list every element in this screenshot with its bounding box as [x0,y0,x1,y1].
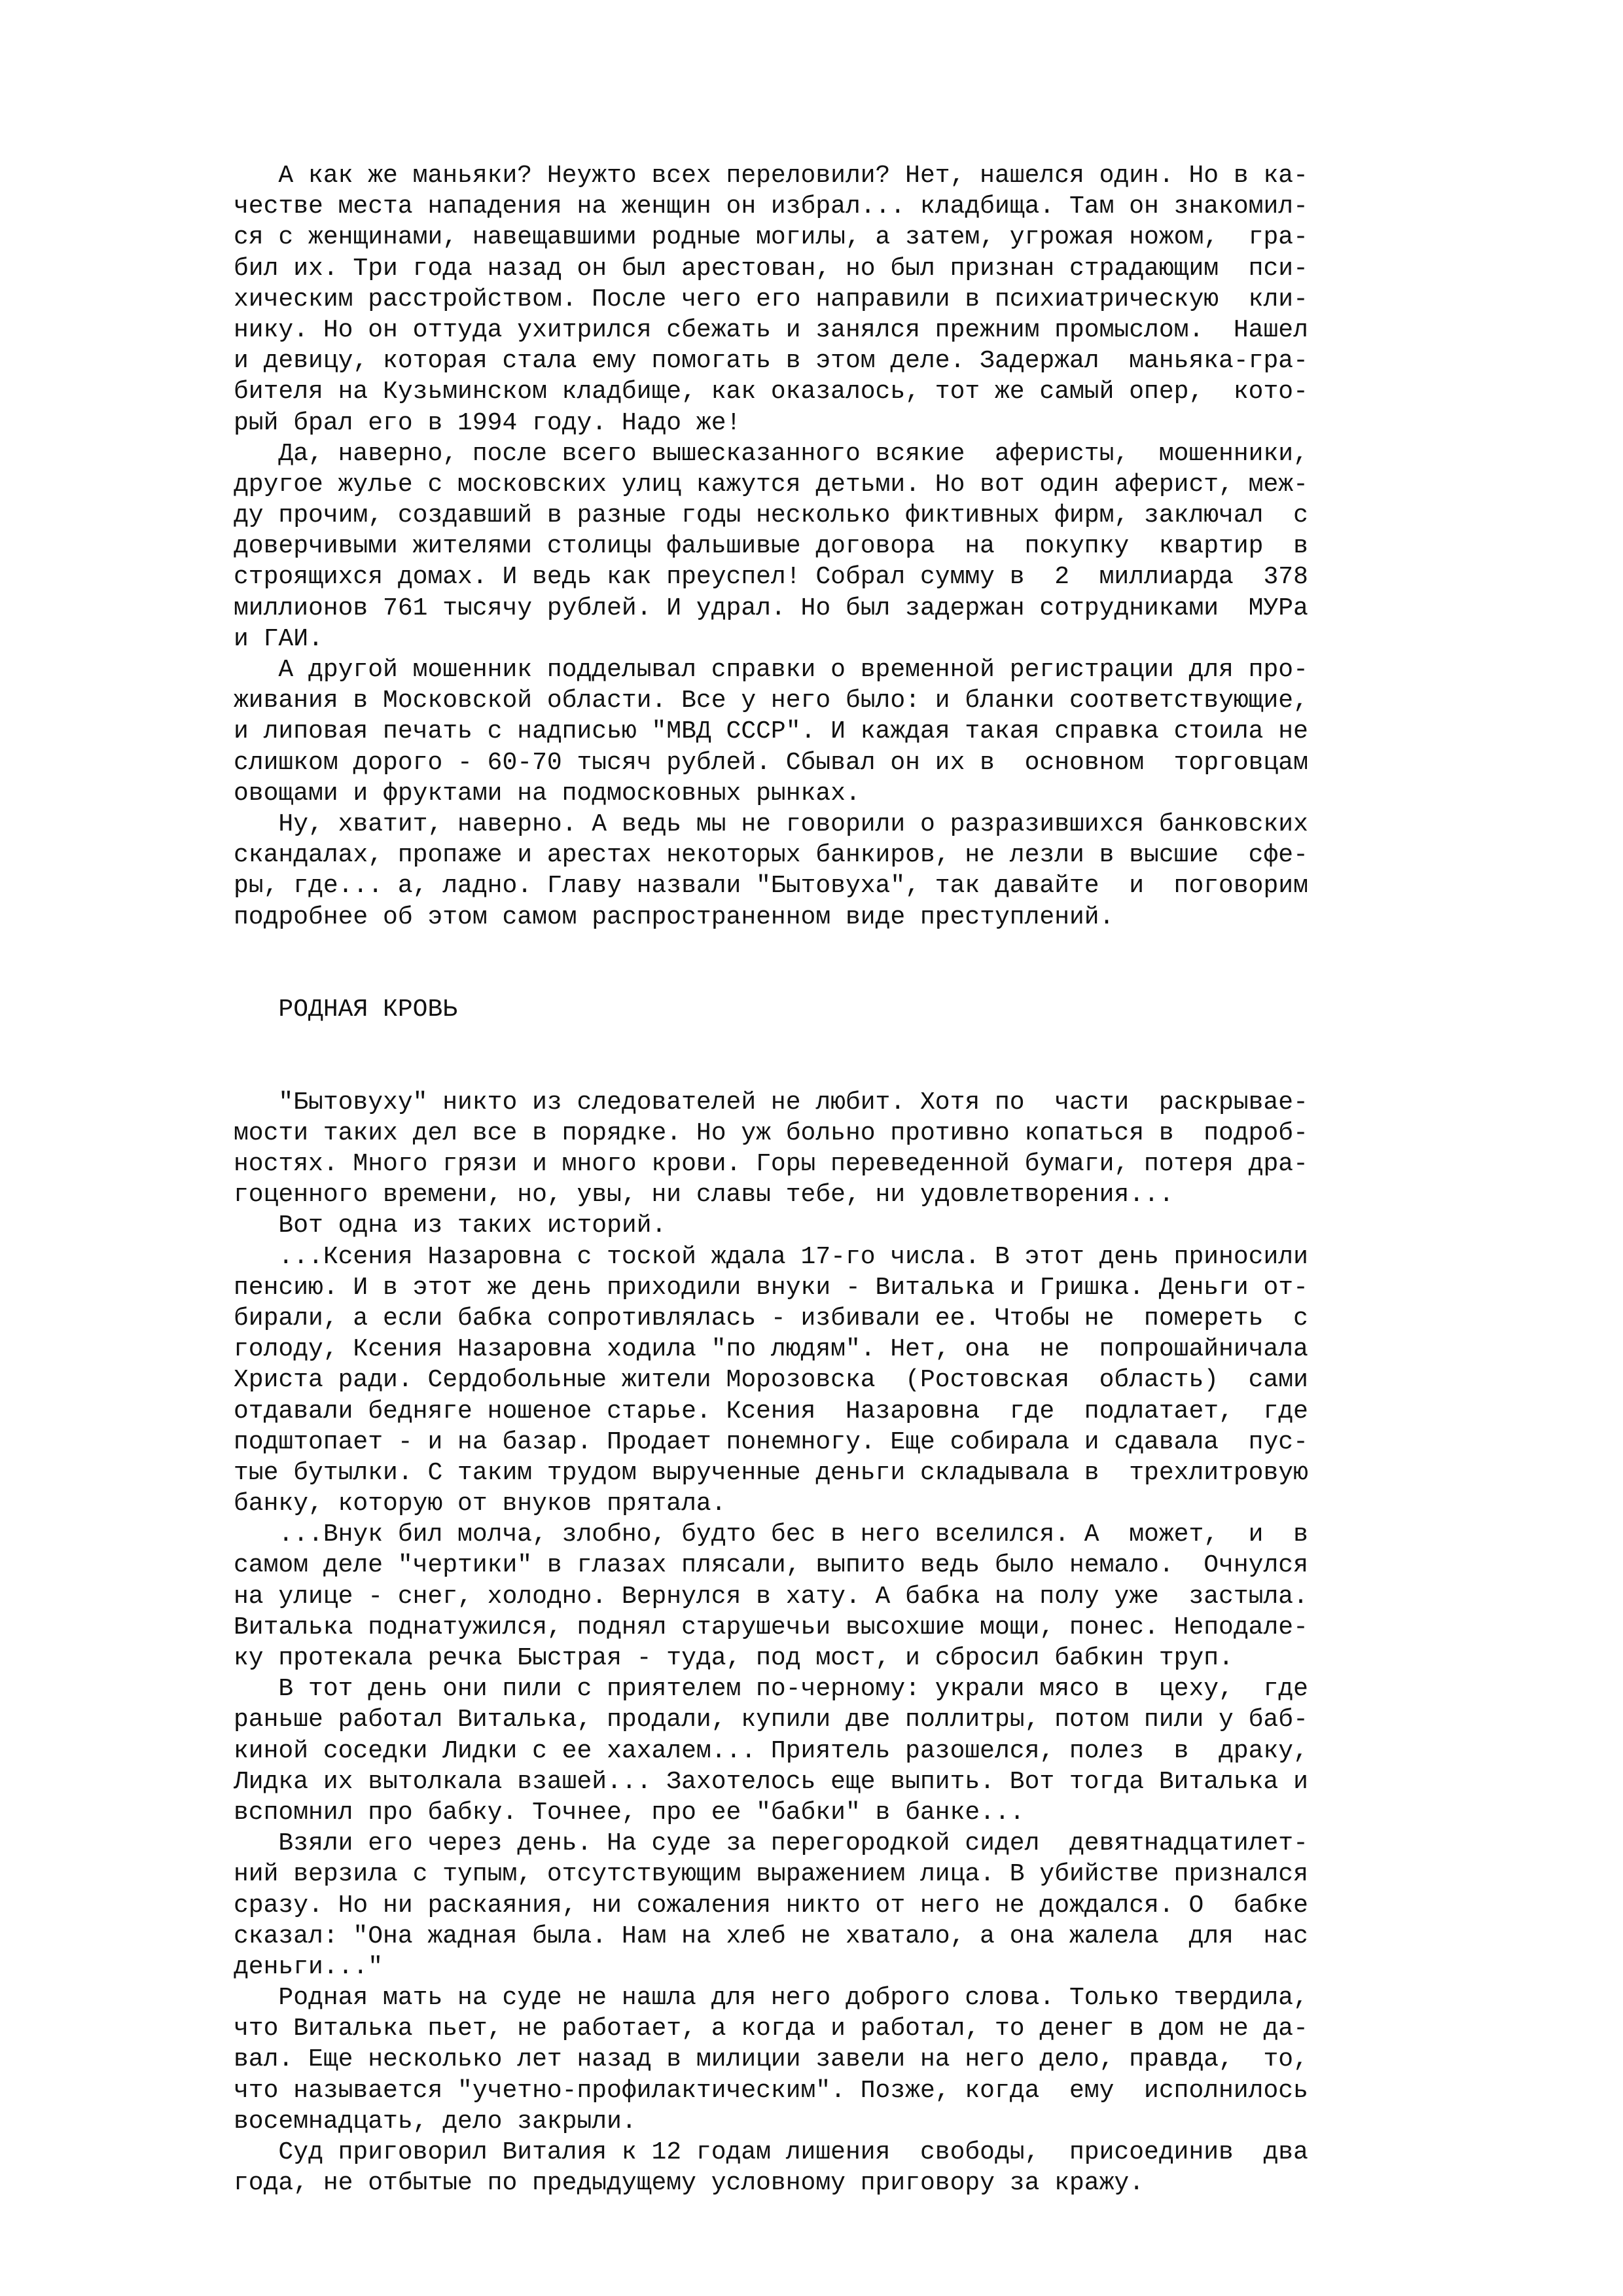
text-line: живания в Московской области. Все у него было: и бланки соответствующие, [234,687,1308,715]
text-line: нику. Но он оттуда ухитрился сбежать и занялся прежним промыслом. Нашел [234,315,1308,344]
text-line: мости таких дел все в порядке. Но уж больно противно копаться в подроб- [234,1119,1308,1147]
text-line: Да, наверно, после всего вышесказанного всякие аферисты, мошенники, [234,439,1308,468]
text-line: бителя на Кузьминском кладбище, как оказалось, тот же самый опер, кото- [234,378,1308,406]
text-line: что называется "учетно-профилактическим". Позже, когда ему исполнилось [234,2076,1308,2105]
text-line: слишком дорого - 60-70 тысяч рублей. Сбывал он их в основном торговцам [234,748,1308,777]
section-heading: РОДНАЯ КРОВЬ [234,996,458,1024]
text-line: года, не отбытые по предыдущему условному приговору за кражу. [234,2169,1145,2198]
text-line: Христа ради. Сердобольные жители Морозовска (Ростовская область) сами [234,1366,1308,1395]
text-line: отдавали бедняге ношеное старье. Ксения Назаровна где подлатает, где [234,1397,1308,1426]
text-line: хическим расстройством. После чего его направили в психиатрическую кли- [234,285,1308,314]
blank-line [234,1025,1425,1056]
text-line: вал. Еще несколько лет назад в милиции завели на него дело, правда, то, [234,2045,1308,2074]
text-line: сказал: "Она жадная была. Нам на хлеб не хватало, а она жалела для нас [234,1922,1308,1950]
text-line: ...Ксения Назаровна с тоской ждала 17-го числа. В этот день приносили [234,1242,1308,1271]
text-line: подштопает - и на базар. Продает понемногу. Еще собирала и сдавала пус- [234,1427,1308,1456]
text-line: другое жулье с московских улиц кажутся детьми. Но вот один аферист, меж- [234,470,1308,499]
text-line: бирали, а если бабка сопротивлялась - избивали ее. Чтобы не помереть с [234,1304,1308,1333]
text-line: ний верзила с тупым, отсутствующим выражением лица. В убийстве признался [234,1860,1308,1889]
text-line: Суд приговорил Виталия к 12 годам лишения свободы, присоединив два [234,2138,1308,2166]
text-line: тые бутылки. С таким трудом вырученные деньги складывала в трехлитровую [234,1458,1308,1487]
text-line: А другой мошенник подделывал справки о временной регистрации для про- [234,656,1308,684]
text-line: рый брал его в 1994 году. Надо же! [234,408,741,437]
text-line: сразу. Но ни раскаяния, ни сожаления никто от него не дождался. О бабке [234,1891,1308,1920]
text-line: Вот одна из таких историй. [234,1211,667,1240]
text-line: ры, где... а, ладно. Главу назвали "Бытовуха", так давайте и поговорим [234,872,1308,901]
document-text [234,160,1425,2198]
text-line: пенсию. И в этот же день приходили внуки - Виталька и Гришка. Деньги от- [234,1273,1308,1302]
text-line: В тот день они пили с приятелем по-черному: украли мясо в цеху, где [234,1675,1308,1704]
text-line: гоценного времени, но, увы, ни славы тебе, ни удовлетворения... [234,1181,1174,1210]
text-line: ся с женщинами, навещавшими родные могилы, а затем, угрожая ножом, гра- [234,223,1308,252]
text-line: Взяли его через день. На суде за перегородкой сидел девятнадцатилет- [234,1829,1308,1858]
text-line: на улице - снег, холодно. Вернулся в хату. А бабка на полу уже застыла. [234,1582,1308,1611]
text-line: "Бытовуху" никто из следователей не любит. Хотя по части раскрывае- [234,1088,1308,1117]
text-line: ку протекала речка Быстрая - туда, под мост, и сбросил бабкин труп. [234,1644,1234,1672]
text-line: голоду, Ксения Назаровна ходила "по людям". Нет, она не попрошайничала [234,1335,1308,1364]
text-line: скандалах, пропаже и арестах некоторых банкиров, не лезли в высшие сфе- [234,841,1308,870]
text-line: деньги..." [234,1952,383,1981]
text-line: доверчивыми жителями столицы фальшивые договора на покупку квартир в [234,532,1308,561]
blank-line [234,1056,1425,1086]
text-line: раньше работал Виталька, продали, купили две поллитры, потом пили у баб- [234,1706,1308,1734]
text-line: Ну, хватит, наверно. А ведь мы не говорили о разразившихся банковских [234,810,1308,838]
text-line: ностях. Много грязи и много крови. Горы переведенной бумаги, потеря дра- [234,1150,1308,1178]
text-line: восемнадцать, дело закрыли. [234,2107,637,2136]
text-line: А как же маньяки? Неужто всех переловили? Нет, нашелся один. Но в ка- [234,162,1308,190]
text-line: банку, которую от внуков прятала. [234,1490,726,1518]
text-line: Лидка их вытолкала взашей... Захотелось еще выпить. Вот тогда Виталька и [234,1767,1308,1796]
text-line: киной соседки Лидки с ее хахалем... Приятель разошелся, полез в драку, [234,1736,1308,1765]
text-line: Родная мать на суде не нашла для него доброго слова. Только твердила, [234,1984,1308,2013]
blank-line [234,933,1425,963]
text-line: подробнее об этом самом распространенном виде преступлений. [234,903,1115,931]
text-line: что Виталька пьет, не работает, а когда и работал, то денег в дом не да- [234,2015,1308,2043]
text-line: и липовая печать с надписью "МВД СССР". И каждая такая справка стоила не [234,717,1308,746]
text-line: вспомнил про бабку. Точнее, про ее "бабки" в банке... [234,1798,1025,1827]
text-line: Виталька поднатужился, поднял старушечьи высохшие мощи, понес. Неподале- [234,1613,1308,1641]
text-line: строящихся домах. И ведь как преуспел! Собрал сумму в 2 миллиарда 378 [234,563,1308,592]
text-line: и девицу, которая стала ему помогать в этом деле. Задержал маньяка-гра- [234,347,1308,376]
text-line: честве места нападения на женщин он избрал... кладбища. Там он знакомил- [234,192,1308,221]
text-line: самом деле "чертики" в глазах плясали, выпито ведь было немало. Очнулся [234,1551,1308,1580]
text-line: ...Внук бил молча, злобно, будто бес в него вселился. А может, и в [234,1520,1308,1549]
text-line: и ГАИ. [234,624,323,653]
blank-line [234,963,1425,994]
text-line: бил их. Три года назад он был арестован, но был признан страдающим пси- [234,254,1308,283]
text-line: овощами и фруктами на подмосковных рынках. [234,779,861,808]
text-line: миллионов 761 тысячу рублей. И удрал. Но был задержан сотрудниками МУРа [234,594,1308,622]
text-line: ду прочим, создавший в разные годы несколько фиктивных фирм, заключал с [234,501,1308,530]
